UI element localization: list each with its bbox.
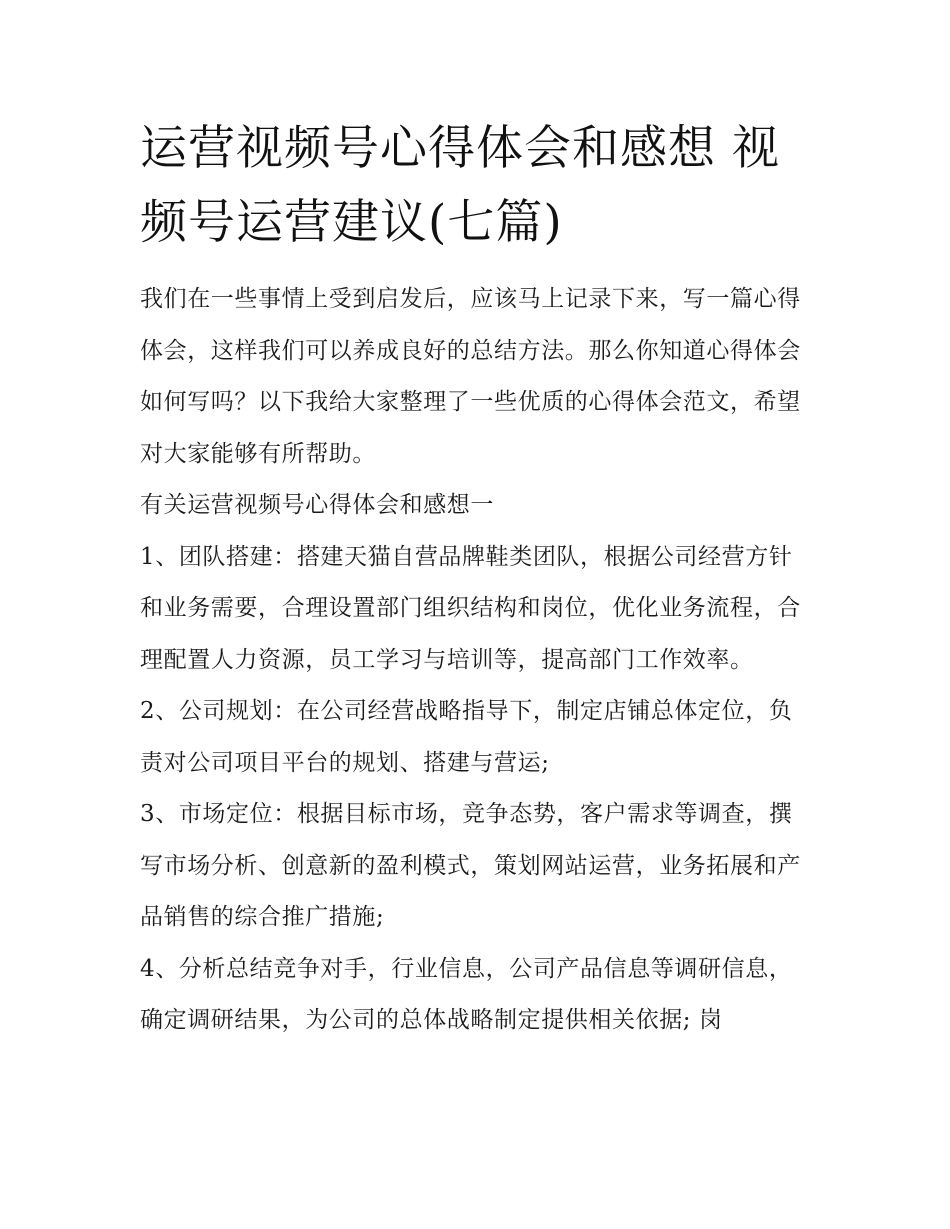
list-item-4: 4、分析总结竞争对手，行业信息，公司产品信息等调研信息，确定调研结果，为公司的总体战略制定提供相关依据; 岗 xyxy=(140,955,793,1033)
document-body xyxy=(140,112,812,1047)
list-item-1: 1、团队搭建：搭建天猫自营品牌鞋类团队，根据公司经营方针和业务需要，合理设置部门组织结构和岗位，优化业务流程，合理配置人力资源，员工学习与培训等，提高部门工作效率。 xyxy=(140,543,801,673)
intro-paragraph: 我们在一些事情上受到启发后，应该马上记录下来，写一篇心得体会，这样我们可以养成良好的总结方法。那么你知道心得体会如何写吗？以下我给大家整理了一些优质的心得体会范文，希望对大家能够有所帮助。 xyxy=(140,286,801,467)
section-heading: 有关运营视频号心得体会和感想一 xyxy=(140,492,494,518)
list-item-2: 2、公司规划：在公司经营战略指导下，制定店铺总体定位，负责对公司项目平台的规划、搭建与营运; xyxy=(140,698,793,776)
paragraph-list xyxy=(140,274,812,1047)
document-title: 运营视频号心得体会和感想 视频号运营建议(七篇) xyxy=(140,121,780,250)
list-item-3: 3、市场定位：根据目标市场，竞争态势，客户需求等调查，撰写市场分析、创意新的盈利模式，策划网站运营，业务拓展和产品销售的综合推广措施; xyxy=(140,801,801,930)
